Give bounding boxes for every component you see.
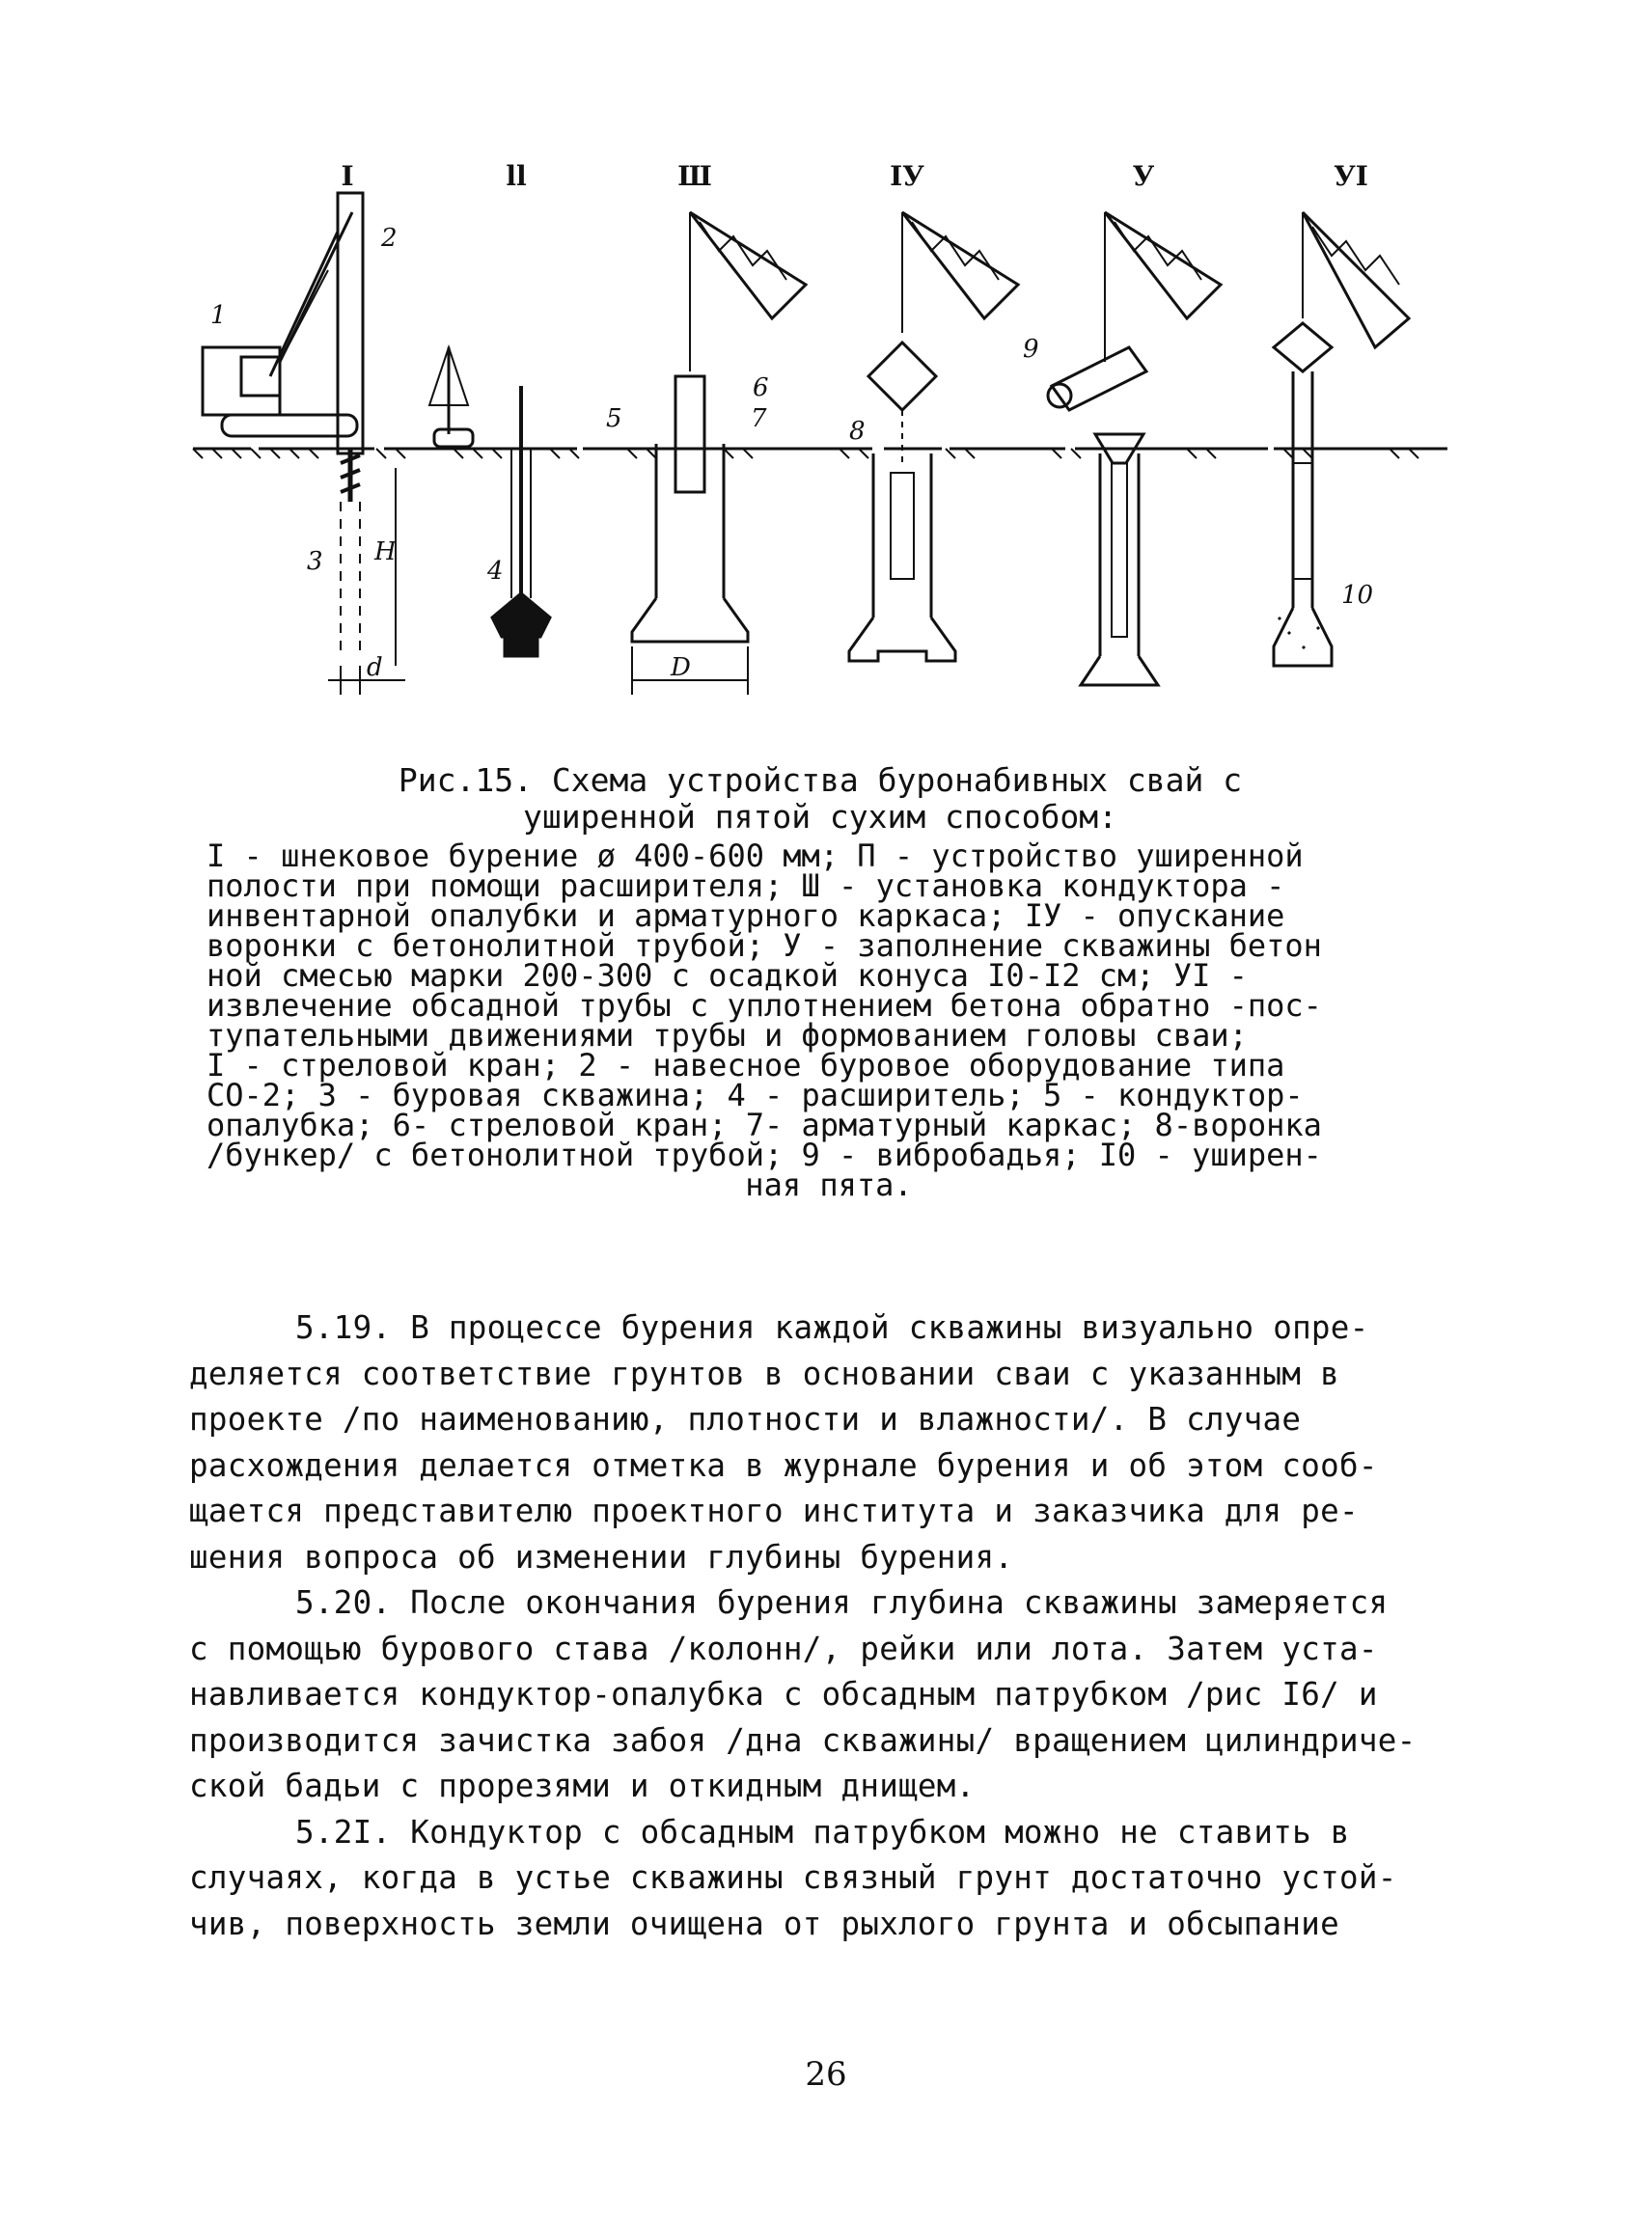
paragraph-line: 5.19. В процессе бурения каждой скважины визуально опре- bbox=[295, 1309, 1369, 1346]
stage-1-drilling-rig bbox=[203, 193, 405, 695]
stage-label-6: УI bbox=[1334, 160, 1368, 192]
stage-label-4: IУ bbox=[890, 160, 924, 192]
legend-line: ной смесью марки 200-300 с осадкой конуса I0-I2 см; УI - bbox=[206, 957, 1248, 994]
callout-2: 2 bbox=[381, 224, 398, 253]
callout-d: d bbox=[367, 653, 383, 682]
legend-line: полости при помощи расширителя; Ш - установка кондуктора - bbox=[206, 867, 1285, 904]
callout-H: H bbox=[374, 537, 397, 566]
callout-1: 1 bbox=[210, 301, 227, 330]
stage-label-3: Ш bbox=[677, 160, 712, 192]
stage-label-1: I bbox=[341, 160, 354, 192]
paragraph-line: случаях, когда в устье скважины связный грунт достаточно устой- bbox=[189, 1859, 1397, 1896]
callout-9: 9 bbox=[1023, 335, 1039, 364]
legend-line: инвентарной опалубки и арматурного каркаса; IУ - опускание bbox=[206, 897, 1285, 934]
caption-line-1: Рис.15. Схема устройства буронабивных свай с bbox=[398, 761, 1243, 799]
ground-surface bbox=[193, 449, 1447, 458]
legend-line: СО-2; 3 - буровая скважина; 4 - расширитель; 5 - кондуктор- bbox=[206, 1077, 1304, 1113]
callout-8: 8 bbox=[849, 417, 866, 446]
paragraph-line: навливается кондуктор-опалубка с обсадным патрубком /рис I6/ и bbox=[189, 1676, 1378, 1713]
stage-3-cage-install bbox=[632, 212, 806, 695]
callout-4: 4 bbox=[487, 557, 504, 586]
paragraph-line: 5.2I. Кондуктор с обсадным патрубком можно не ставить в bbox=[295, 1813, 1350, 1851]
callout-5: 5 bbox=[606, 404, 622, 433]
paragraph-line: 5.20. После окончания бурения глубина скважины замеряется bbox=[295, 1584, 1389, 1621]
stage-4-hopper bbox=[849, 212, 1018, 661]
stage-label-2: ll bbox=[506, 160, 527, 192]
paragraph-line: ской бадьи с прорезями и откидным днищем. bbox=[189, 1768, 976, 1804]
legend-line: I - стреловой кран; 2 - навесное буровое оборудование типа bbox=[206, 1047, 1285, 1084]
paragraph-line: производится зачистка забоя /дна скважины/ вращением цилиндриче- bbox=[189, 1721, 1417, 1759]
legend-line: I - шнековое бурение ø 400-600 мм; П - устройство уширенной bbox=[206, 837, 1304, 874]
page-number: 26 bbox=[805, 2055, 847, 2094]
paragraph-line: чив, поверхность земли очищена от рыхлого грунта и обсыпание bbox=[189, 1905, 1339, 1942]
stage-label-5: У bbox=[1132, 160, 1155, 192]
pile-installation-diagram bbox=[183, 154, 1447, 753]
figure-caption bbox=[193, 762, 1447, 836]
paragraph-line: с помощью бурового става /колонн/, рейки или лота. Затем уста- bbox=[189, 1630, 1378, 1667]
stage-2-expander bbox=[429, 347, 550, 656]
callout-7: 7 bbox=[751, 404, 767, 433]
caption-line-2: уширенной пятой сухим способом: bbox=[523, 798, 1117, 836]
body-text bbox=[189, 1305, 1463, 1947]
callout-10: 10 bbox=[1341, 581, 1374, 610]
callout-6: 6 bbox=[753, 373, 769, 402]
legend-line: /бункер/ с бетонолитной трубой; 9 - вибробадья; I0 - уширен- bbox=[206, 1137, 1322, 1173]
legend-line: ная пята. bbox=[745, 1166, 913, 1203]
paragraph-line: шения вопроса об изменении глубины бурения. bbox=[189, 1538, 1014, 1576]
legend-line: тупательными движениями трубы и формованием головы сваи; bbox=[206, 1017, 1248, 1054]
callout-D: D bbox=[671, 653, 691, 682]
paragraph-line: проекте /по наименованию, плотности и влажности/. В случае bbox=[189, 1401, 1302, 1438]
callout-3: 3 bbox=[307, 547, 323, 576]
paragraph-line: расхождения делается отметка в журнале бурения и об этом сооб- bbox=[189, 1446, 1378, 1484]
legend-line: опалубка; 6- стреловой кран; 7- арматурный каркас; 8-воронка bbox=[206, 1107, 1322, 1143]
legend-line: воронки с бетонолитной трубой; У - заполнение скважины бетон bbox=[206, 927, 1322, 964]
paragraph-line: щается представителю проектного института и заказчика для ре- bbox=[189, 1493, 1359, 1529]
paragraph-line: деляется соответствие грунтов в основании сваи с указанным в bbox=[189, 1355, 1339, 1392]
legend-line: извлечение обсадной трубы с уплотнением бетона обратно -пос- bbox=[206, 987, 1322, 1024]
figure-legend bbox=[206, 837, 1451, 1203]
